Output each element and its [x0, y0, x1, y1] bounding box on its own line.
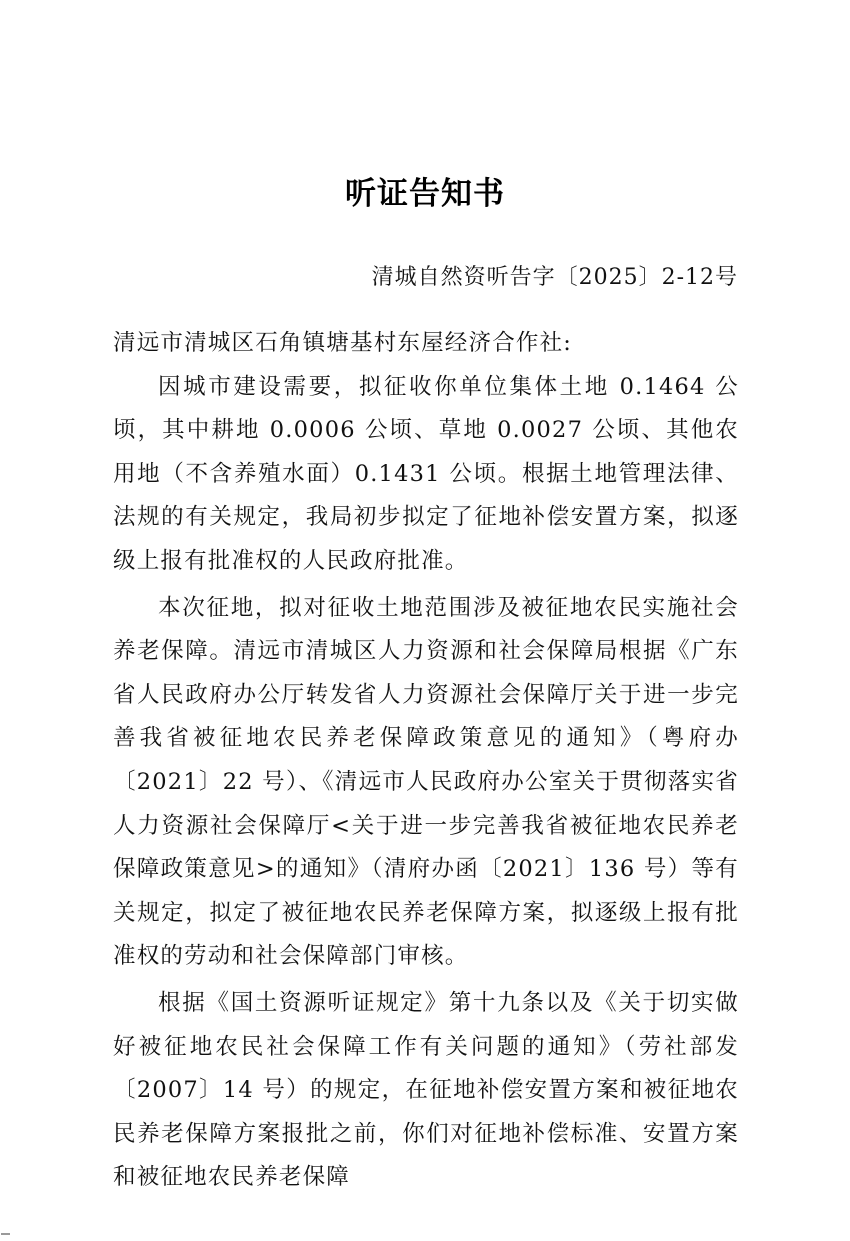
- paragraph-pension-security: 本次征地，拟对征收土地范围涉及被征地农民实施社会养老保障。清远市清城区人力资源和社会保障局根据《广东省人民政府办公厅转发省人力资源社会保障厅关于进一步完善我省被征地农民养老保障政策意见的通知》（粤府办〔2021〕22 号）、《清远市人民政府办公室关于贯彻落实省人力资源社会保障厅<关于进一步完善我省被征地农民养老保障政策意见>的通知》（清府办函〔2021〕136 号）等有关规定，拟定了被征地农民养老保障方案，拟逐级上报有批准权的劳动和社会保障部门审核。: [113, 594, 739, 970]
- paragraph-hearing-rights: 根据《国土资源听证规定》第十九条以及《关于切实做好被征地农民社会保障工作有关问题的通知》（劳社部发〔2007〕14 号）的规定，在征地补偿安置方案和被征地农民养老保障方案报批之前，你们对征地补偿标准、安置方案和被征地农民养老保障: [113, 989, 739, 1191]
- document-body: [113, 322, 739, 1203]
- document-title: 听证告知书: [345, 176, 505, 212]
- scan-artifact: [1, 1233, 10, 1235]
- addressee: 清远市清城区石角镇塘基村东屋经济合作社:: [113, 330, 573, 356]
- paragraph-land-acquisition: 因城市建设需要，拟征收你单位集体土地 0.1464 公顷，其中耕地 0.0006 公顷、草地 0.0027 公顷、其他农用地（不含养殖水面）0.1431 公顷。根据土地管理法律、法规的有关规定，我局初步拟定了征地补偿安置方案，拟逐级上报有批准权的人民政府批准。: [113, 373, 739, 574]
- document-number: 清城自然资听告字〔2025〕2-12号: [371, 265, 738, 290]
